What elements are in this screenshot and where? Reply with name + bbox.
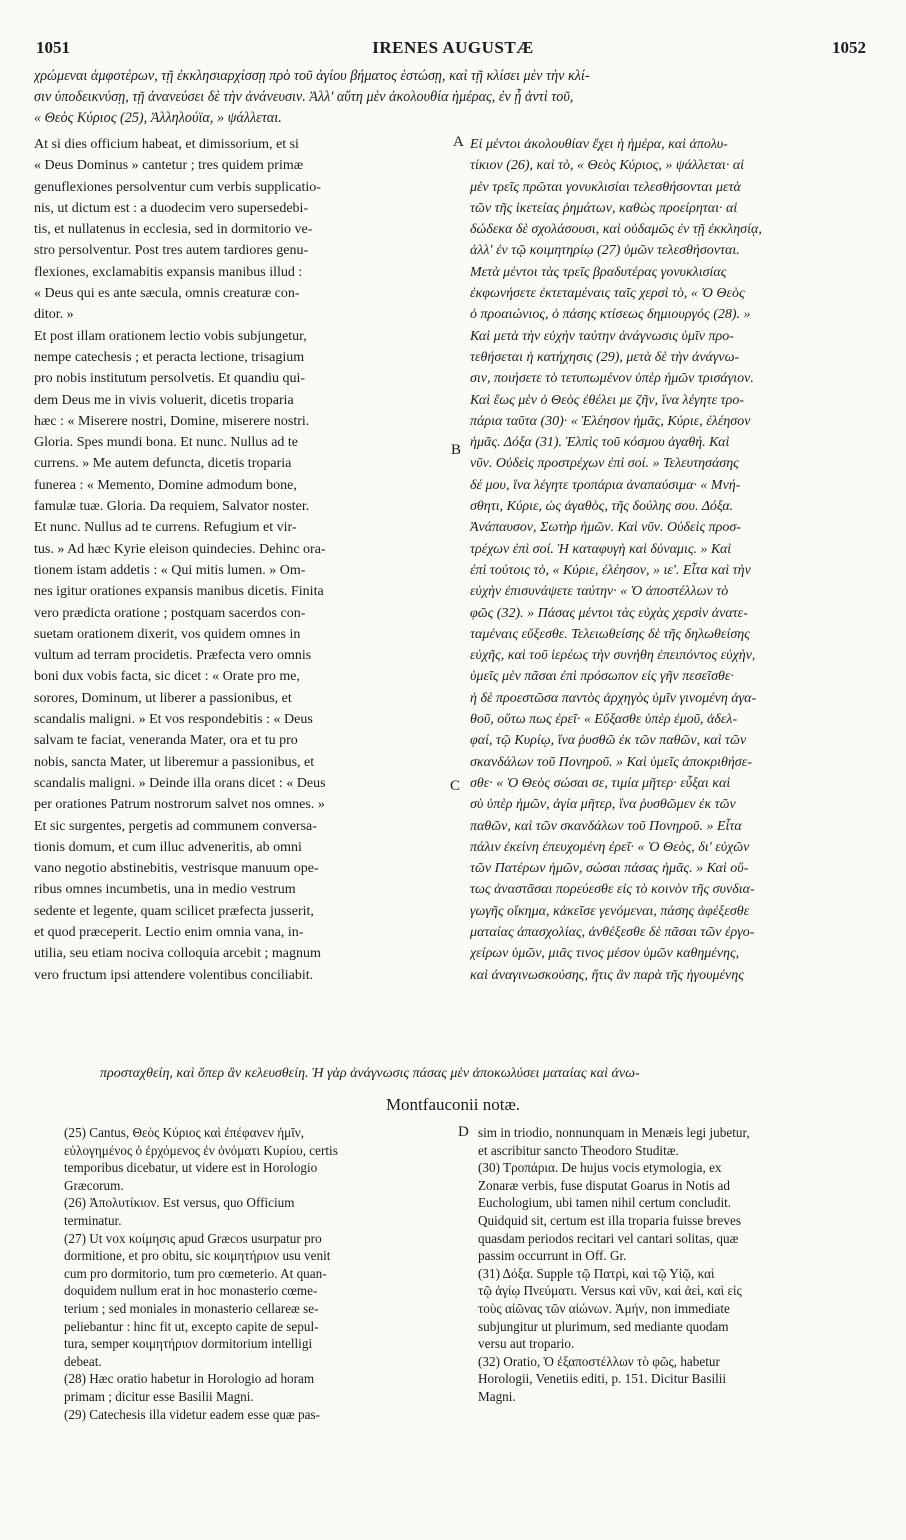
text-line: τεθήσεται ἡ κατήχησις (29), μετὰ δὲ τὴν ἀνάγνω-: [470, 349, 740, 365]
margin-letter-d: D: [458, 1124, 469, 1140]
text-line: At si dies officium habeat, et dimissorium, et si: [34, 137, 299, 152]
text-line: vero fructum ipsi attendere volentibus conciliabit.: [34, 967, 314, 983]
greek-column: [470, 134, 874, 986]
text-line: vero prædicta oratione ; postquam sacerdos con-: [34, 605, 306, 621]
text-line: τῷ ἁγίῳ Πνεύματι. Versus καὶ νῦν, καὶ ἀεὶ, καὶ εἰς: [478, 1283, 742, 1299]
text-line: et quod præceperit. Lectio enim omnia vana, in-: [34, 924, 304, 940]
text-line: τίκιον (26), καὶ τὸ, « Θεὸς Κύριος, » ψάλλεται· αἱ: [470, 158, 745, 174]
text-line: νῦν. Οὐδεὶς προστρέχων ἐπὶ σοί. » Τελευτησάσης: [470, 456, 739, 472]
text-line: sim in triodio, nonnunquam in Menæis legi jubetur,: [478, 1125, 750, 1140]
text-line: θοῦ, οὕτω πως ἐρεῖ· « Εὔξασθε ὑπὲρ ἐμοῦ, ἀδελ-: [470, 712, 738, 728]
text-line: Gloria. Spes mundi bona. Et nunc. Nullus ad te: [34, 435, 299, 451]
text-line: (25) Cantus, Θεὸς Κύριος καὶ ἐπέφανεν ἡμῖν,: [64, 1125, 305, 1140]
text-line: ματαίας ἀπασχολίας, ἀνθέξεσθε δὲ πᾶσαι τῶν ἐργο-: [470, 924, 755, 940]
text-line: temporibus dicebatur, ut videre est in Horologio: [64, 1160, 318, 1176]
text-line: Εἰ μέντοι ἀκολουθίαν ἔχει ἡ ἡμέρα, καὶ ἀπολυ-: [470, 137, 728, 152]
page-header: [0, 38, 906, 62]
text-line: εὐλογημένος ὁ ἐρχόμενος ἐν ὀνόματι Κυρίου, certis: [64, 1142, 338, 1158]
text-line: (30) Τροπάρια. De hujus vocis etymologia, ex: [478, 1160, 722, 1176]
text-line: τῶν Πατέρων ἡμῶν, σώσαι πάσας ἡμᾶς. » Καὶ οὕ-: [470, 861, 749, 877]
text-line: tionem istam addetis : « Qui mitis lumen. » Om-: [34, 562, 306, 578]
text-line: terium ; sed moniales in monasterio cellareæ se-: [64, 1300, 319, 1316]
text-line: σκανδάλων τοῦ Πονηροῦ. » Καὶ ὑμεῖς ἀποκριθήσε-: [470, 754, 752, 770]
text-line: vultum ad terram procidetis. Præfecta vero omnis: [34, 648, 312, 664]
text-line: hæc : « Miserere nostri, Domine, miserere nostri.: [34, 413, 310, 429]
text-line: Μετὰ μέντοι τὰς τρεῖς βραδυτέρας γονυκλισίας: [470, 264, 727, 280]
text-line: (27) Ut vox κοίμησις apud Græcos usurpatur pro: [64, 1230, 322, 1246]
text-line: cum pro dormitorio, tum pro cœmeterio. At quan-: [64, 1265, 327, 1281]
text-line: nobis, sancta Mater, ut liberemur a passionibus, et: [34, 754, 315, 770]
text-line: μὲν τρεῖς πρῶται γονυκλισίαι τελεσθήσονται μετὰ: [470, 179, 741, 195]
text-line: subjungitur ut plurimum, sed mediante quodam: [478, 1318, 729, 1334]
text-line: Quidquid sit, certum est illa troparia fuisse breves: [478, 1212, 741, 1228]
text-line: « Θεὸς Κύριος (25), Ἀλληλούϊα, » ψάλλεται.: [34, 110, 282, 126]
text-line: δώδεκα δὲ σχολάσουσι, καὶ οὐδαμῶς ἐν τῇ ἐκκλησίᾳ,: [470, 222, 762, 238]
text-line: φαί, τῷ Κυρίῳ, ἵνα ῥυσθῶ ἐκ τῶν παθῶν, καὶ τῶν: [470, 733, 747, 749]
text-line: genuflexiones persolventur cum verbis supplicatio-: [34, 179, 321, 195]
text-line: « Deus Dominus » cantetur ; tres quidem primæ: [34, 158, 304, 174]
text-line: (32) Oratio, Ὁ ἐξαποστέλλων τὸ φῶς, habetur: [478, 1353, 720, 1369]
text-line: ἐκφωνήσετε ἐκτεταμέναις ταῖς χερσὶ τὸ, « Ὁ Θεὸς: [470, 286, 745, 302]
text-line: φῶς (32). » Πάσας μέντοι τὰς εὐχὰς χερσὶν ἀνατε-: [470, 605, 748, 621]
text-line: χείρων ὑμῶν, μιᾶς τινος μέσον ὑμῶν καθημένης,: [470, 946, 740, 962]
text-line: πάρια ταῦτα (30)· « Ἐλέησον ἡμᾶς, Κύριε, ἐλέησον: [470, 413, 751, 429]
text-line: salvam te faciat, veneranda Mater, ora et tu pro: [34, 733, 298, 749]
text-line: παθῶν, καὶ τῶν σκανδάλων τοῦ Πονηροῦ. » Εἶτα: [470, 818, 742, 834]
text-line: χρώμεναι ἀμφοτέρων, τῇ ἐκκλησιαρχίσσῃ πρὸ τοῦ ἁγίου βήματος ἑστώσῃ, καὶ τῇ κλίσει μὲν τὴν κλί-: [34, 68, 590, 84]
text-line: ἡμᾶς. Δόξα (31). Ἐλπὶς τοῦ κόσμου ἀγαθή. Καὶ: [470, 435, 730, 451]
text-line: Horologii, Venetiis editi, p. 151. Dicitur Basilii: [478, 1371, 727, 1387]
text-line: dormitione, et pro obitu, sic κοιμητήριον usu venit: [64, 1248, 331, 1264]
text-line: nempe catechesis ; et peracta lectione, trisagium: [34, 349, 305, 365]
text-line: δέ μου, ἵνα λέγητε τροπάρια ἀναπαύσιμα· « Μνή-: [470, 477, 741, 493]
text-line: passim occurrunt in Off. Gr.: [478, 1248, 627, 1264]
text-line: τοὺς αἰῶνας τῶν αἰώνων. Ἀμήν, non immediate: [478, 1300, 730, 1316]
text-line: σιν, ποιήσετε τὸ τετυπωμένον ὑπὲρ ἡμῶν τρισάγιον.: [470, 371, 754, 387]
text-line: « Deus qui es ante sæcula, omnis creaturæ con-: [34, 286, 300, 302]
text-line: versu aut tropario.: [478, 1336, 575, 1352]
text-line: εὐχὴν ἐπισυνάψετε ταύτην· « Ὁ ἀποστέλλων τὸ: [470, 584, 729, 600]
text-line: σθητι, Κύριε, ὡς ἀγαθὸς, τῆς δούλης σου. Δόξα.: [470, 499, 734, 515]
text-line: πάλιν ἐκείνη ἐπευχομένη ἐρεῖ· « Ὁ Θεὸς, δι' εὐχῶν: [470, 839, 750, 855]
text-line: vano negotio abstinebitis, vestrisque manuum ope-: [34, 861, 319, 877]
text-line: Græcorum.: [64, 1177, 124, 1193]
text-line: nes igitur orationes expansis manibus dicetis. Finita: [34, 584, 324, 600]
left-page-number: 1051: [36, 38, 70, 57]
text-line: quasdam periodos recitari vel cantari solitas, quæ: [478, 1230, 739, 1246]
text-line: sorores, Dominum, ut liberer a passionibus, et: [34, 690, 292, 706]
text-line: dem Deus me in vivis voluerit, dicetis troparia: [34, 392, 294, 408]
text-line: ditor. »: [34, 307, 74, 323]
text-line: (31) Δόξα. Supple τῷ Πατρὶ, καὶ τῷ Υἱῷ, καὶ: [478, 1265, 715, 1281]
text-line: utilia, seu etiam nociva colloquia arcebit ; magnum: [34, 946, 321, 962]
text-line: Ἀνάπαυσον, Σωτὴρ ἡμῶν. Καὶ νῦν. Οὐδεὶς προσ-: [470, 520, 741, 536]
text-line: debeat.: [64, 1353, 102, 1369]
text-line: Et post illam orationem lectio vobis subjungetur,: [34, 328, 307, 344]
text-line: doquidem nullum erat in hoc monasterio cœme-: [64, 1283, 318, 1299]
text-line: καὶ ἀναγινωσκούσης, ἥτις ἂν παρὰ τῆς ἡγουμένης: [470, 967, 744, 983]
text-line: tionis domum, et cum illuc adveneritis, ab omni: [34, 839, 302, 855]
text-line: primam ; dicitur esse Basilii Magni.: [64, 1388, 254, 1404]
text-line: Et nunc. Nullus ad te currens. Refugium et vir-: [34, 520, 297, 536]
text-line: flexiones, exclamabitis expansis manibus illud :: [34, 264, 303, 280]
text-line: (29) Catechesis illa videtur eadem esse quæ pas-: [64, 1406, 320, 1422]
notes-right-column: [478, 1124, 878, 1406]
text-line: suetam orationem dixerit, vos quidem omnes in: [34, 626, 301, 642]
text-line: Καὶ μετὰ τὴν εὐχὴν ταύτην ἀνάγνωσις ὑμῖν προ-: [470, 328, 734, 344]
right-page-number: 1052: [832, 38, 866, 57]
text-line: famulæ tuæ. Gloria. Da requiem, Salvator noster.: [34, 499, 310, 515]
text-line: (28) Hæc oratio habetur in Horologio ad horam: [64, 1371, 315, 1387]
text-line: sedente et legente, quam scilicet præfecta jusserit,: [34, 903, 314, 919]
text-line: (26) Ἀπολυτίκιον. Est versus, quo Officium: [64, 1195, 295, 1211]
text-line: scandalis maligni. » Deinde illa orans dicet : « Deus: [34, 775, 326, 791]
text-line: σὺ ὑπὲρ ἡμῶν, ἁγία μῆτερ, ἵνα ῥυσθῶμεν ἐκ τῶν: [470, 797, 736, 813]
text-line: Zonaræ verbis, fuse disputat Goarus in Notis ad: [478, 1177, 730, 1193]
text-line: per orationes Patrum nostrorum salvet nos omnes. »: [34, 797, 325, 813]
text-line: funerea : « Memento, Domine admodum bone,: [34, 477, 297, 493]
text-line: scandalis maligni. » Et vos respondebitis : « Deus: [34, 712, 313, 728]
text-line: γωγῆς οἴκημα, κἀκεῖσε γενόμεναι, πάσης ἀφέξεσθε: [470, 903, 750, 919]
margin-letter-a: A: [453, 134, 464, 150]
margin-letter-b: B: [451, 442, 462, 458]
text-line: ὁ προαιώνιος, ὁ πάσης κτίσεως δημιουργός (28). »: [470, 307, 751, 323]
bottom-greek-line: προσταχθείη, καὶ ὅπερ ἂν κελευσθείη. Ἡ γὰρ ἀνάγνωσις πάσας μὲν ἀποκωλύσει ματαίας καὶ ἀνω-: [100, 1066, 640, 1081]
text-line: stro persolventur. Post tres autem tardiores genu-: [34, 243, 309, 259]
text-line: tus. » Ad hæc Kyrie eleison quindecies. Dehinc ora-: [34, 541, 326, 557]
text-line: peliebantur : hinc fit ut, excepto capite de sepul-: [64, 1318, 319, 1334]
text-line: Καὶ ἕως μὲν ὁ Θεὸς ἐθέλει με ζῆν, ἵνα λέγητε τρο-: [470, 392, 744, 408]
running-title: IRENES AUGUSTÆ: [372, 38, 534, 57]
latin-column: [34, 134, 450, 986]
top-greek-block: [34, 66, 872, 129]
margin-letter-c: C: [450, 778, 461, 794]
notes-left-column: [64, 1124, 456, 1423]
text-line: τως ἀναστᾶσαι πορεύεσθε εἰς τὸ κοινὸν τῆς συνδια-: [470, 882, 755, 898]
text-line: εὐχῆς, καὶ τοῦ ἱερέως τὴν συνήθη ἐπειπόντος εὐχὴν,: [470, 648, 756, 664]
text-line: terminatur.: [64, 1212, 122, 1228]
text-line: boni dux vobis facta, sic dicet : « Orate pro me,: [34, 669, 300, 685]
text-line: σθε· « Ὁ Θεὸς σώσαι σε, τιμία μῆτερ· εὖξαι καὶ: [470, 775, 731, 791]
text-line: pro nobis institutum persolvetis. Et quandiu qui-: [34, 371, 306, 387]
text-line: currens. » Me autem defuncta, dicetis troparia: [34, 456, 292, 472]
text-line: Euchologium, ubi tamen nihil certum concludit.: [478, 1195, 732, 1211]
text-line: Magni.: [478, 1388, 516, 1404]
notes-title: Montfauconii notæ.: [385, 1095, 521, 1114]
text-line: et ascribitur sancto Theodoro Studitæ.: [478, 1142, 679, 1158]
text-line: ribus omnes incumbetis, una in medio vestrum: [34, 882, 296, 898]
text-line: τρέχων ἐπὶ σοί. Ἡ καταφυγὴ καὶ δύναμις. » Καὶ: [470, 541, 732, 557]
text-line: σιν ὑποδεικνύσῃ, τῇ ἀνανεύσει δὲ τὴν ἀνάνευσιν. Ἀλλ' αὕτη μὲν ἀκολουθία ἡμέρας, ἐν ᾗ ἀντὶ τοῦ,: [34, 89, 574, 105]
text-line: tis, et nullatenus in ecclesia, sed in dormitorio ve-: [34, 222, 313, 238]
text-line: ἀλλ' ἐν τῷ κοιμητηρίῳ (27) ὑμῶν τελεσθήσονται.: [470, 243, 740, 259]
text-line: ἐπὶ τούτοις τὸ, « Κύριε, ἐλέησον, » ιε'. Εἶτα καὶ τὴν: [470, 562, 751, 578]
text-line: nis, ut dictum est : a duodecim vero supersedebi-: [34, 200, 309, 216]
text-line: tura, semper κοιμητήριον dormitorium intelligi: [64, 1336, 313, 1352]
text-line: ταμέναις εὔξεσθε. Τελειωθείσης δὲ τῆς δηλωθείσης: [470, 626, 750, 642]
text-line: τῶν τῆς ἱκετείας ῥημάτων, καθὼς προείρηται· αἱ: [470, 200, 738, 216]
text-line: ἡ δὲ προεστῶσα παντὸς ἀρχηγὸς ὑμῖν γινομένη ἀγα-: [470, 690, 757, 706]
text-line: ὑμεῖς μὲν πᾶσαι ἐπὶ πρόσωπον εἰς γῆν πεσεῖσθε·: [470, 669, 734, 685]
text-line: Et sic surgentes, pergetis ad communem conversa-: [34, 818, 317, 834]
